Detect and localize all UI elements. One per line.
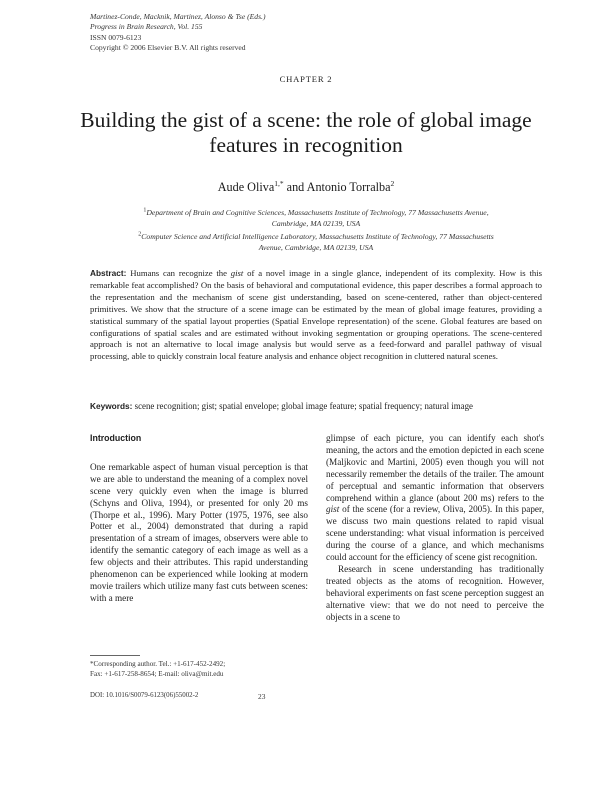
page-number: 23 xyxy=(258,692,266,701)
publication-header xyxy=(90,12,350,54)
footnote-corresponding: *Corresponding author. Tel.: +1-617-452-2492; xyxy=(90,660,226,668)
series-line: Progress in Brain Research, Vol. 155 xyxy=(90,22,203,32)
abstract-text-first-tail: of a novel image in a single glance, independent of its complexity. xyxy=(243,268,496,278)
issn-line: ISSN 0079-6123 xyxy=(90,32,142,42)
affiliation-1-marker: 1 xyxy=(143,207,147,214)
author-1-name: Aude Oliva xyxy=(217,180,275,194)
author-2-marks: 2 xyxy=(390,178,395,188)
paper-title xyxy=(70,108,542,158)
abstract-text-lead: Humans can recognize the xyxy=(126,268,231,278)
doi: DOI: 10.1016/S0079-6123(06)55002-2 xyxy=(90,692,199,699)
title-line-1: Building the gist of a scene: the role of global image xyxy=(80,108,532,132)
affiliation-2-line-1: Computer Science and Artificial Intelligence Laboratory, Massachusetts Institute of Technology, 77 Massachusetts xyxy=(141,232,494,241)
left-column xyxy=(90,433,308,605)
abstract-label: Abstract: xyxy=(90,268,127,278)
footnote-contact: Fax: +1-617-258-8654; E-mail: oliva@mit.edu xyxy=(90,670,224,678)
intro-right-1-text-b: of the scene (for a review, Oliva, 2005). In this paper, we discuss two main questions related to rapid visual scene understanding: what visual information is perceived during the course of a glance, and which mechanisms could account for the efficiency of scene gist recognition. xyxy=(326,504,544,563)
affiliation-2-line-2: Avenue, Cambridge, MA 02139, USA xyxy=(258,242,374,252)
footnote-rule xyxy=(90,655,140,656)
author-2-name: Antonio Torralba xyxy=(306,180,391,194)
keywords-text: scene recognition; gist; spatial envelope; global image feature; spatial frequency; natural image xyxy=(132,401,473,411)
intro-paragraph-left: One remarkable aspect of human visual perception is that we are able to understand the meaning of a complex novel scene very quickly even when the image is blurred (Schyns and Oliva, 1994), or presented for only 20 ms (Thorpe et al., 1996). Mary Potter (1975, 1976, see also Potter et al., 2004) demonstrated that during a rapid presentation of a stream of images, observers were able to identify the semantic category of each image as well as a few objects and their attributes. This rapid understanding phenomenon can be experienced while looking at modern movie trailers which utilize many fast cuts between scenes: with a mere xyxy=(90,461,308,603)
affiliation-1-line-2: Cambridge, MA 02139, USA xyxy=(271,218,361,228)
intro-paragraph-right-2: Research in scene understanding has traditionally treated objects as the atoms of recognition. However, behavioral experiments on fast scene perception suggest an alternative view: that we do not need to perceive the objects in a scene to xyxy=(326,563,544,622)
copyright-line: Copyright © 2006 Elsevier B.V. All rights reserved xyxy=(90,43,246,53)
keywords xyxy=(90,401,550,411)
intro-right-1-gist-word: gist xyxy=(326,504,340,515)
abstract-gist-word: gist xyxy=(230,268,244,278)
title-line-2: features in recognition xyxy=(209,133,403,157)
footnote xyxy=(90,655,320,679)
abstract-text-rest: How is this remarkable feat accomplished? On the basis of behavioral and computational evidence, this paper describes a formal approach to the representation and the mechanism of scene gist understanding, based on scene-centered, rather than object-centered primitives. We show that the structure of a scene image can be estimated by the mean of global image features, providing a statistical summary of the spatial layout properties (Spatial Envelope representation) of the scene. Global features are based on configurations of spatial scales and are estimated without invoking segmentation or grouping operations. The scene-centered approach is not an alternative to local image analysis but would serve as a feed-forward and parallel pathway of visual processing, able to quickly constrain local feature analysis and enhance object recognition in cluttered natural scenes. xyxy=(90,268,543,362)
author-line xyxy=(0,180,612,195)
abstract xyxy=(90,268,542,363)
introduction-heading: Introduction xyxy=(90,433,142,443)
intro-right-1-text-a: glimpse of each picture, you can identify each shot's meaning, the actors and the emotion depicted in each scene (Maljkovic and Martini, 2005) even though you will not necessarily remember the details of the trailer. The amount of perceptual and semantic information that observers comprehend within a glance (about 200 ms) refers to the xyxy=(326,433,544,503)
intro-paragraph-right-1 xyxy=(326,433,544,564)
affiliation-2-marker: 2 xyxy=(138,231,142,238)
right-column xyxy=(326,433,544,624)
editors-line: Martinez-Conde, Macknik, Martinez, Alonso & Tse (Eds.) xyxy=(90,12,266,21)
keywords-label: Keywords: xyxy=(90,401,133,411)
author-1-marks: 1,* xyxy=(274,178,284,188)
chapter-label: CHAPTER 2 xyxy=(279,74,333,84)
affiliation-1 xyxy=(100,208,532,229)
affiliation-2 xyxy=(100,232,532,253)
author-conjunction: and xyxy=(283,180,307,194)
affiliation-1-line-1: Department of Brain and Cognitive Sciences, Massachusetts Institute of Technology, 77 Massachusetts Avenue, xyxy=(146,208,489,217)
